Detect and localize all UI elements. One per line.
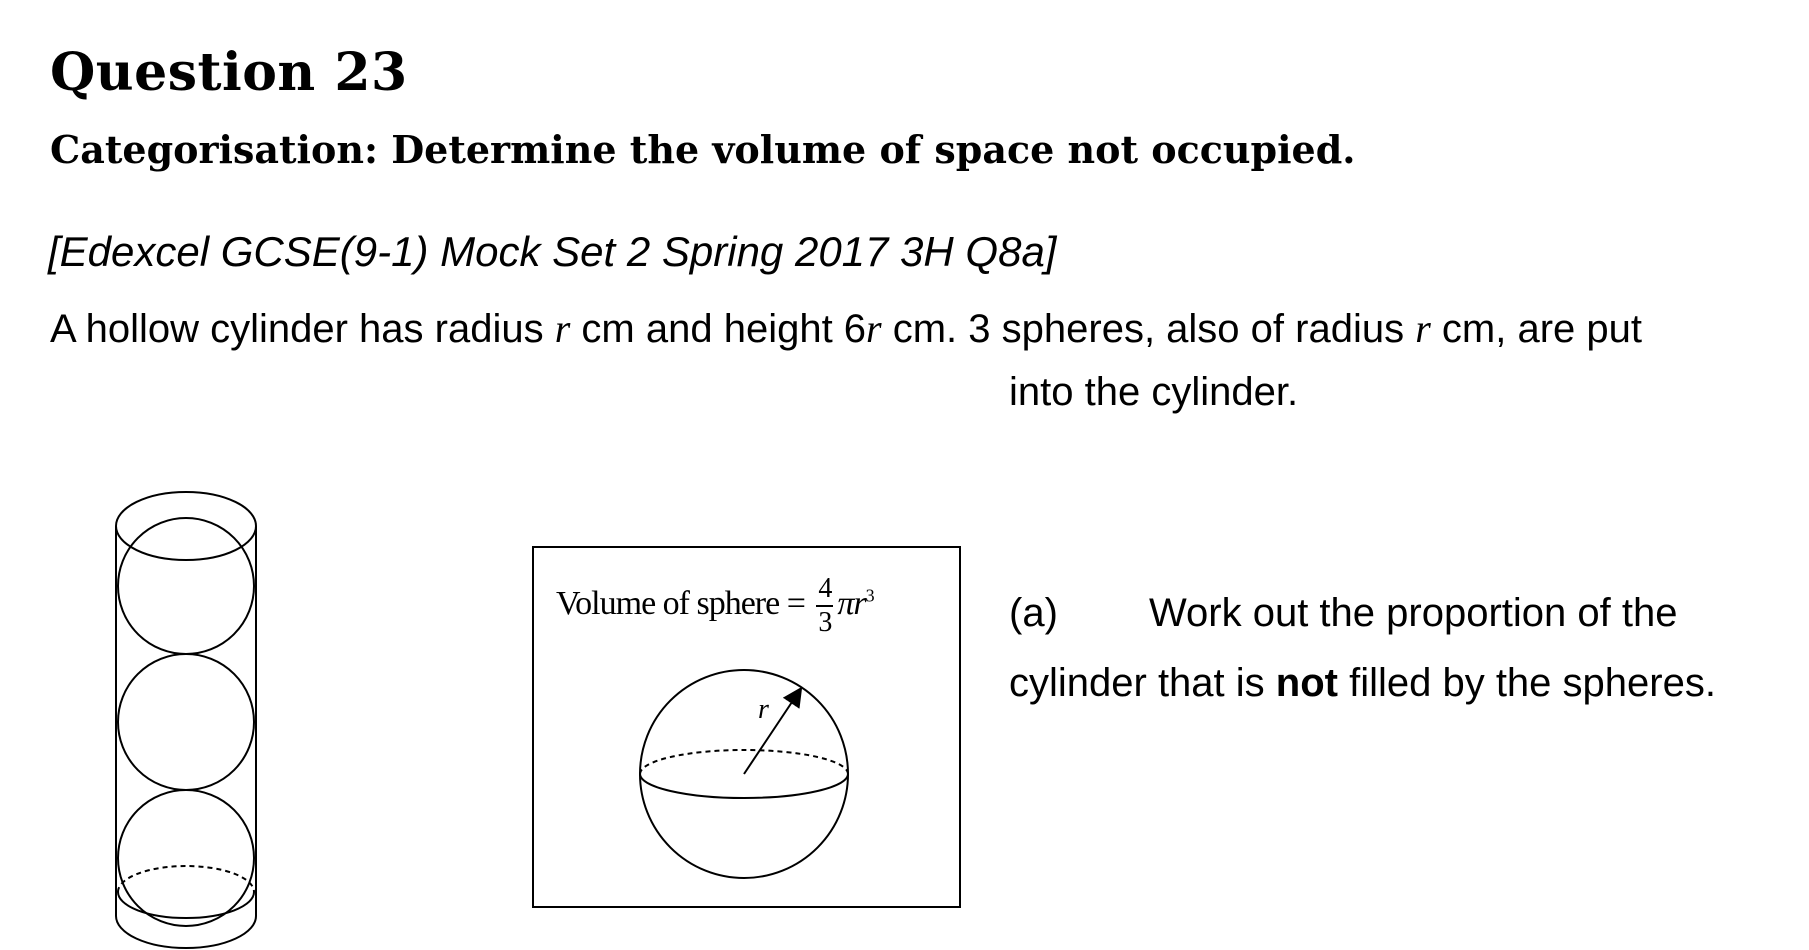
sphere-equator-dashed [118,866,254,892]
cylinder-bottom-arc [116,916,256,948]
part-a-question [1009,578,1789,718]
cylinder-with-spheres-diagram [100,490,270,950]
sphere-volume-formula [556,575,874,637]
stem-text-4: cm, are put [1430,307,1642,351]
radius-arrow [744,690,800,774]
fraction-denominator: 3 [818,607,832,638]
sphere-equator-front [118,892,254,918]
fraction-numerator: 4 [816,575,833,607]
formula-label: Volume of sphere = [556,584,813,622]
categorisation-heading: Categorisation: Determine the volume of space not occupied. [50,127,1356,172]
sphere-equator-front [640,774,848,798]
question-source: [Edexcel GCSE(9-1) Mock Set 2 Spring 2017 3H Q8a] [48,228,1057,275]
cylinder-top-ellipse [116,492,256,560]
sphere-top [118,518,254,654]
radius-label: r [758,694,769,725]
sphere-middle [118,654,254,790]
stem-text-2: cm and height 6 [570,307,867,351]
stem-text-3: cm. 3 spheres, also of radius [881,307,1416,351]
variable-r: r [866,306,882,351]
part-a-emphasis: not [1275,661,1338,705]
variable-r: r [554,306,571,351]
part-a-text-2: filled by the spheres. [1337,661,1716,705]
formula-pi-r: πr [837,584,866,622]
question-title: Question 23 [50,42,408,103]
stem-text-1: A hollow cylinder has radius [50,307,555,351]
sphere-diagram [632,660,862,890]
formula-exponent: 3 [865,585,874,606]
question-stem [50,305,1642,352]
fraction [816,575,833,637]
part-a-label: (a) [1009,591,1058,635]
variable-r: r [1415,306,1431,351]
question-stem-line-2: into the cylinder. [1009,370,1299,414]
part-a-text-1: Work out the proportion of the cylinder that is [1009,591,1678,705]
sphere-bottom [118,790,254,926]
sphere-equator-back [640,750,848,774]
